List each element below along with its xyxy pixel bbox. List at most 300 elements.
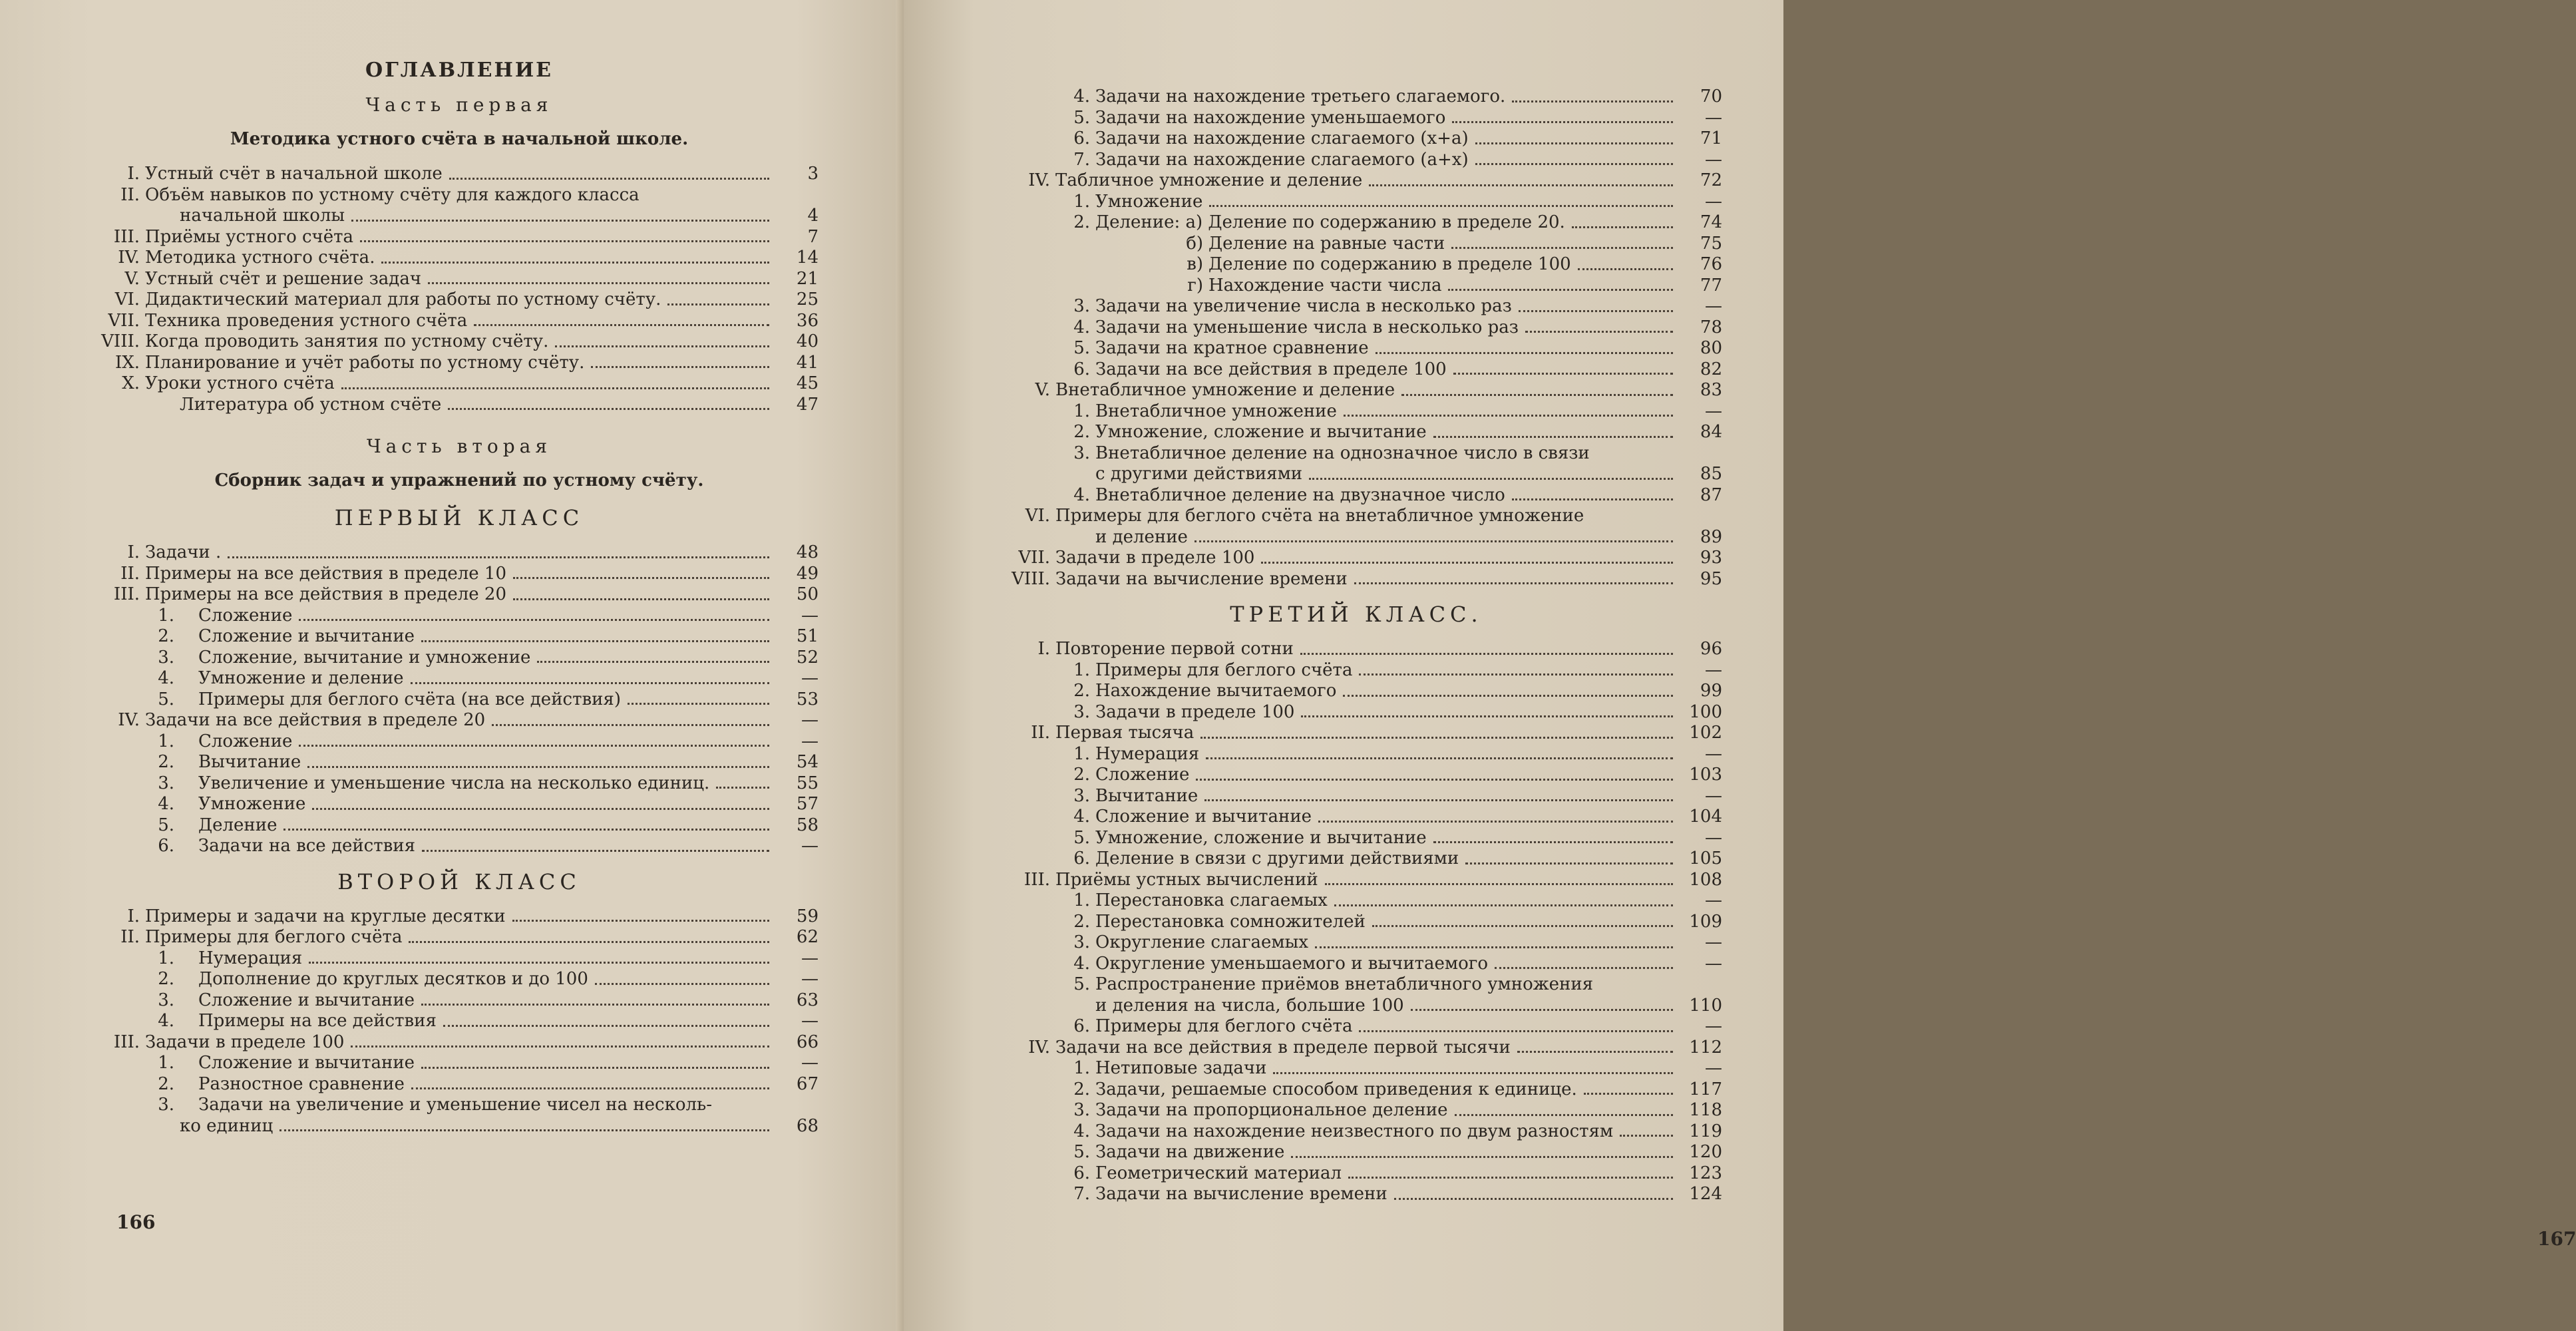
toc-entry-page: — bbox=[801, 836, 819, 856]
toc-entry-page: 57 bbox=[796, 794, 819, 814]
toc-entry bbox=[990, 234, 1722, 255]
toc-entry-title: Округление слагаемых bbox=[1095, 932, 1309, 952]
toc-entry bbox=[990, 108, 1722, 129]
toc-leader-dots bbox=[312, 808, 769, 810]
toc-leader-dots bbox=[1334, 904, 1673, 906]
toc-entry bbox=[990, 548, 1722, 569]
toc-entry-page: 89 bbox=[1700, 526, 1722, 547]
toc-entry-title: Задачи на увеличение и уменьшение чисел на несколь- bbox=[198, 1095, 712, 1115]
toc-entry-number: IV. bbox=[1028, 1037, 1050, 1057]
toc-leader-dots bbox=[1376, 352, 1673, 354]
toc-entry-page: 109 bbox=[1689, 911, 1722, 932]
toc-entry-title: Сложение и вычитание bbox=[198, 626, 415, 646]
toc-entry-title: Задачи на все действия в пределе первой тысячи bbox=[1055, 1037, 1511, 1057]
toc-entry bbox=[990, 276, 1722, 297]
toc-entry-number: III. bbox=[113, 1032, 140, 1052]
toc-entry-number: V. bbox=[124, 268, 140, 289]
toc-entry-title: Примеры для беглого счёта на внетабличное умножение bbox=[1055, 506, 1584, 526]
toc-entry-title: Приёмы устных вычислений bbox=[1055, 869, 1318, 890]
toc-entry-page: 102 bbox=[1689, 723, 1722, 743]
toc-entry-page: 50 bbox=[796, 584, 819, 604]
part1-heading: Часть первая bbox=[365, 94, 553, 116]
toc-leader-dots bbox=[309, 962, 769, 964]
toc-entry-page: 123 bbox=[1689, 1163, 1722, 1183]
toc-entry-title: Сложение bbox=[1095, 765, 1190, 785]
toc-entry-number: 1. bbox=[1073, 401, 1090, 421]
toc-entry bbox=[990, 1121, 1722, 1143]
class1-heading: ПЕРВЫЙ КЛАСС bbox=[334, 505, 584, 530]
toc-entry-page: 51 bbox=[796, 626, 819, 646]
toc-entry-page: — bbox=[1705, 932, 1722, 952]
toc-entry bbox=[990, 1038, 1722, 1059]
toc-entry-number: 5. bbox=[1073, 827, 1090, 848]
right-toc bbox=[990, 87, 1722, 1205]
toc-entry-page: 108 bbox=[1689, 869, 1722, 890]
toc-leader-dots bbox=[1318, 821, 1673, 823]
toc-entry bbox=[990, 828, 1722, 849]
toc-entry-title: Задачи на уменьшение числа в несколько раз bbox=[1095, 317, 1519, 337]
toc-entry-number: 3. bbox=[1073, 1100, 1090, 1120]
part1-title: Методика устного счёта в начальной школе. bbox=[230, 129, 689, 149]
toc-entry bbox=[990, 150, 1722, 171]
toc-entry-title: Планирование и учёт работы по устному счёту. bbox=[145, 352, 585, 373]
toc-entry bbox=[100, 395, 819, 416]
toc-entry-number: 4. bbox=[1073, 317, 1090, 337]
toc-entry-page: 68 bbox=[796, 1115, 819, 1136]
toc-entry-number: VII. bbox=[1018, 548, 1050, 568]
toc-entry-page: 124 bbox=[1689, 1184, 1722, 1204]
toc-entry-page: 85 bbox=[1700, 464, 1722, 484]
toc-entry bbox=[100, 1074, 819, 1095]
toc-leader-dots bbox=[351, 1046, 769, 1047]
toc-entry bbox=[100, 990, 819, 1012]
toc-entry bbox=[990, 464, 1722, 485]
toc-entry bbox=[100, 689, 819, 711]
toc-entry-number: 1. bbox=[1073, 743, 1090, 764]
toc-entry-page: — bbox=[801, 1053, 819, 1073]
toc-entry bbox=[100, 542, 819, 564]
toc-entry-title: Методика устного счёта. bbox=[145, 248, 375, 268]
toc-leader-dots bbox=[512, 920, 769, 922]
toc-entry bbox=[100, 794, 819, 815]
toc-entry-title: Примеры для беглого счёта bbox=[1095, 1016, 1353, 1036]
toc-entry-number: 4. bbox=[158, 794, 174, 814]
toc-leader-dots bbox=[1572, 226, 1673, 228]
toc-entry-page: 66 bbox=[796, 1032, 819, 1052]
toc-entry bbox=[100, 164, 819, 185]
toc-entry-number: 1. bbox=[1073, 890, 1090, 910]
toc-entry-number: 3. bbox=[158, 1095, 174, 1115]
left-page bbox=[0, 0, 904, 1331]
toc-entry-page: 53 bbox=[796, 689, 819, 709]
toc-leader-dots bbox=[537, 661, 769, 663]
toc-entry-title: Умножение bbox=[198, 794, 306, 814]
toc-entry-page: — bbox=[801, 1011, 819, 1031]
toc-leader-dots bbox=[1291, 1156, 1673, 1158]
toc-entry-title: Когда проводить занятия по устному счёту. bbox=[145, 331, 549, 351]
toc-entry bbox=[990, 765, 1722, 786]
toc-entry-title: Задачи на нахождение слагаемого (x+a) bbox=[1095, 128, 1469, 148]
toc-leader-dots bbox=[360, 240, 769, 242]
toc-leader-dots bbox=[421, 1004, 769, 1006]
toc-entry-number: IV. bbox=[1028, 170, 1050, 190]
toc-entry-number: 2. bbox=[158, 752, 174, 772]
toc-entry-number: 4. bbox=[1073, 1121, 1090, 1141]
toc-entry-title: Задачи на нахождение неизвестного по двум разностям bbox=[1095, 1121, 1614, 1141]
toc-entry bbox=[100, 836, 819, 857]
toc-entry bbox=[100, 206, 819, 227]
toc-entry bbox=[990, 254, 1722, 276]
toc-entry-page: 80 bbox=[1700, 338, 1722, 358]
toc-leader-dots bbox=[299, 619, 769, 621]
class2-list bbox=[100, 906, 819, 1137]
toc-leader-dots bbox=[1301, 715, 1673, 717]
toc-leader-dots bbox=[595, 983, 769, 985]
toc-entry-title: Сложение bbox=[198, 605, 293, 626]
toc-entry-number: 5. bbox=[1073, 107, 1090, 128]
toc-entry-page: 75 bbox=[1700, 233, 1722, 254]
toc-entry bbox=[100, 1095, 819, 1116]
toc-entry bbox=[100, 606, 819, 627]
toc-entry-title: Нумерация bbox=[198, 948, 303, 968]
toc-leader-dots bbox=[591, 366, 769, 368]
toc-leader-dots bbox=[1525, 331, 1673, 333]
toc-leader-dots bbox=[1348, 1177, 1673, 1179]
toc-entry-number: 5. bbox=[158, 689, 174, 709]
toc-leader-dots bbox=[1448, 289, 1673, 291]
toc-entry-title: Задачи на все действия в пределе 20 bbox=[145, 710, 486, 730]
toc-entry-number: 4. bbox=[1073, 87, 1090, 106]
toc-leader-dots bbox=[1455, 1114, 1673, 1116]
right-page bbox=[904, 0, 2576, 1331]
toc-entry-title: Внетабличное деление на однозначное число в связи bbox=[1095, 443, 1590, 463]
toc-leader-dots bbox=[474, 324, 769, 326]
toc-entry-title: ко единиц bbox=[180, 1115, 274, 1136]
toc-entry-title: Приёмы устного счёта bbox=[145, 226, 354, 247]
toc-entry-page: 41 bbox=[796, 352, 819, 373]
toc-entry bbox=[990, 506, 1722, 527]
toc-entry bbox=[100, 373, 819, 395]
toc-entry-title: и деления на числа, большие 100 bbox=[1095, 995, 1404, 1016]
toc-entry-number: 5. bbox=[1073, 338, 1090, 358]
toc-entry-title: Задачи в пределе 100 bbox=[145, 1032, 345, 1052]
toc-entry bbox=[990, 212, 1722, 234]
toc-entry-title: Повторение первой сотни bbox=[1055, 639, 1294, 659]
toc-entry-title: Внетабличное деление на двузначное число bbox=[1095, 484, 1505, 505]
toc-leader-dots bbox=[411, 1087, 769, 1089]
toc-entry bbox=[990, 639, 1722, 660]
toc-entry bbox=[100, 773, 819, 795]
toc-entry-number: IX. bbox=[114, 352, 140, 373]
toc-entry bbox=[990, 380, 1722, 401]
toc-entry-number: 3. bbox=[158, 990, 174, 1010]
toc-leader-dots bbox=[1452, 121, 1673, 123]
toc-entry bbox=[990, 744, 1722, 765]
toc-entry bbox=[100, 248, 819, 269]
toc-entry bbox=[990, 1142, 1722, 1163]
toc-entry-number: I. bbox=[1037, 639, 1050, 659]
toc-entry-number: 5. bbox=[158, 815, 174, 835]
toc-entry-page: — bbox=[1705, 660, 1722, 680]
toc-entry-number: 3. bbox=[1073, 296, 1090, 316]
toc-entry-title: Задачи на кратное сравнение bbox=[1095, 338, 1369, 358]
toc-entry bbox=[990, 485, 1722, 506]
toc-entry-page: 49 bbox=[796, 563, 819, 584]
toc-entry-title: Дидактический материал для работы по устному счёту. bbox=[145, 289, 661, 309]
toc-entry bbox=[990, 317, 1722, 339]
toc-entry bbox=[100, 1032, 819, 1053]
toc-entry bbox=[100, 227, 819, 248]
toc-leader-dots bbox=[1495, 967, 1673, 969]
toc-entry-page: 3 bbox=[807, 164, 819, 184]
left-toc bbox=[100, 59, 819, 1137]
toc-entry bbox=[100, 927, 819, 948]
toc-entry-number: 3. bbox=[1073, 785, 1090, 806]
toc-entry bbox=[990, 1100, 1722, 1121]
toc-entry bbox=[990, 807, 1722, 828]
toc-leader-dots bbox=[341, 387, 769, 389]
toc-entry-title: Увеличение и уменьшение числа на несколько единиц. bbox=[198, 773, 710, 793]
toc-entry-page: 4 bbox=[807, 206, 819, 226]
toc-leader-dots bbox=[351, 220, 769, 222]
toc-entry-title: Вычитание bbox=[198, 752, 301, 772]
toc-leader-dots bbox=[428, 282, 769, 284]
class3-heading: ТРЕТИЙ КЛАСС. bbox=[1230, 602, 1483, 627]
toc-entry-title: Нумерация bbox=[1095, 743, 1200, 764]
toc-entry bbox=[100, 564, 819, 585]
toc-entry-page: — bbox=[1705, 149, 1722, 170]
toc-entry-title: Устный счёт и решение задач bbox=[145, 268, 422, 289]
toc-entry-number: 6. bbox=[158, 836, 174, 856]
toc-entry-title: Задачи на нахождение уменьшаемого bbox=[1095, 107, 1446, 128]
toc-entry-number: 3. bbox=[1073, 701, 1090, 722]
toc-entry-title: Задачи, решаемые способом приведения к единице. bbox=[1095, 1079, 1577, 1099]
toc-entry-page: 95 bbox=[1700, 568, 1722, 589]
toc-entry-title: Техника проведения устного счёта bbox=[145, 310, 468, 331]
toc-entry-page: 76 bbox=[1700, 254, 1722, 274]
toc-entry-page: 93 bbox=[1700, 548, 1722, 568]
toc-entry-title: Умножение, сложение и вычитание bbox=[1095, 827, 1427, 848]
toc-entry-number: 1. bbox=[1073, 660, 1090, 680]
part2-heading: Часть вторая bbox=[366, 435, 552, 457]
toc-leader-dots bbox=[283, 829, 769, 831]
toc-entry-title: Деление на равные части bbox=[1208, 233, 1445, 254]
toc-entry-number: IV. bbox=[118, 710, 140, 730]
toc-entry-number: 1. bbox=[158, 731, 174, 751]
toc-entry-title: Примеры на все действия bbox=[198, 1011, 437, 1031]
toc-entry-title: Геометрический материал bbox=[1095, 1163, 1342, 1183]
toc-leader-dots bbox=[1300, 653, 1673, 655]
toc-entry-title: Разностное сравнение bbox=[198, 1073, 405, 1094]
toc-entry-page: — bbox=[1705, 296, 1722, 316]
toc-entry-page: 87 bbox=[1700, 484, 1722, 505]
toc-entry bbox=[100, 331, 819, 353]
toc-entry-number: 2. bbox=[158, 1073, 174, 1094]
toc-entry-number: X. bbox=[122, 373, 140, 393]
toc-leader-dots bbox=[421, 1067, 769, 1069]
toc-entry-number: III. bbox=[113, 226, 140, 247]
toc-entry-title: Вычитание bbox=[1095, 785, 1198, 806]
toc-entry-number: 3. bbox=[158, 773, 174, 793]
toc-leader-dots bbox=[307, 766, 769, 768]
toc-entry-title: Деление: а) Деление по содержанию в пределе 20. bbox=[1095, 212, 1565, 232]
toc-entry-page: — bbox=[1705, 1016, 1722, 1036]
toc-entry-title: Первая тысяча bbox=[1055, 723, 1195, 743]
toc-entry bbox=[100, 752, 819, 773]
toc-leader-dots bbox=[1359, 673, 1673, 675]
toc-entry-title: Сложение bbox=[198, 731, 293, 751]
toc-entry-title: Умножение bbox=[1095, 191, 1203, 212]
toc-entry-page: 100 bbox=[1689, 701, 1722, 722]
toc-entry-title: Деление bbox=[198, 815, 277, 835]
toc-entry bbox=[100, 710, 819, 731]
toc-entry-title: Умножение и деление bbox=[198, 668, 404, 688]
toc-leader-dots bbox=[1196, 779, 1673, 781]
toc-entry-page: — bbox=[801, 948, 819, 968]
toc-entry-page: 21 bbox=[796, 268, 819, 289]
toc-leader-dots bbox=[1453, 373, 1673, 375]
toc-entry-page: 104 bbox=[1689, 807, 1722, 827]
toc-entry bbox=[100, 353, 819, 374]
toc-leader-dots bbox=[1273, 1072, 1673, 1074]
toc-entry-page: 58 bbox=[796, 815, 819, 835]
toc-entry bbox=[990, 681, 1722, 702]
toc-entry bbox=[100, 185, 819, 206]
toc-entry-title: Задачи на все действия bbox=[198, 836, 415, 856]
toc-entry-page: 25 bbox=[796, 289, 819, 309]
toc-leader-dots bbox=[443, 1025, 769, 1027]
toc-entry-title: Задачи на нахождение слагаемого (a+x) bbox=[1095, 149, 1469, 170]
toc-leader-dots bbox=[1465, 862, 1673, 864]
toc-leader-dots bbox=[449, 178, 769, 180]
toc-entry-title: Перестановка сомножителей bbox=[1095, 911, 1366, 932]
page-number-right: 167 bbox=[2537, 1228, 2576, 1250]
toc-entry-title: Примеры на все действия в пределе 20 bbox=[145, 584, 507, 604]
toc-leader-dots bbox=[1517, 1051, 1673, 1053]
toc-entry-title: Задачи на нахождение третьего слагаемого. bbox=[1095, 87, 1506, 106]
toc-leader-dots bbox=[299, 745, 769, 747]
toc-entry-title: Табличное умножение и деление bbox=[1055, 170, 1363, 190]
toc-entry bbox=[990, 569, 1722, 590]
toc-entry bbox=[990, 401, 1722, 423]
toc-entry bbox=[990, 296, 1722, 317]
toc-entry-title: Деление по содержанию в пределе 100 bbox=[1208, 254, 1571, 274]
toc-leader-dots bbox=[1372, 925, 1673, 927]
toc-entry-number: б) bbox=[1186, 233, 1203, 254]
toc-leader-dots bbox=[1401, 394, 1673, 396]
toc-entry-number: 3. bbox=[1073, 443, 1090, 463]
toc-entry-title: Перестановка слагаемых bbox=[1095, 890, 1328, 910]
toc-leader-dots bbox=[1475, 163, 1673, 165]
toc-entry bbox=[990, 870, 1722, 891]
toc-leader-dots bbox=[381, 262, 769, 264]
class1-list bbox=[100, 542, 819, 857]
toc-leader-dots bbox=[1433, 841, 1673, 843]
toc-leader-dots bbox=[279, 1129, 769, 1131]
toc-entry-number: II. bbox=[120, 927, 140, 947]
toc-entry-page: 52 bbox=[796, 647, 819, 667]
toc-leader-dots bbox=[409, 941, 769, 943]
toc-entry-number: 7. bbox=[1073, 1184, 1090, 1204]
toc-leader-dots bbox=[1315, 946, 1673, 948]
toc-entry-page: 103 bbox=[1689, 765, 1722, 785]
toc-entry-number: 6. bbox=[1073, 359, 1090, 379]
toc-entry bbox=[990, 849, 1722, 870]
toc-heading: ОГЛАВЛЕНИЕ bbox=[365, 59, 554, 82]
toc-entry-title: Примеры для беглого счёта bbox=[145, 927, 403, 947]
toc-entry-number: 2. bbox=[1073, 1079, 1090, 1099]
toc-entry bbox=[100, 648, 819, 669]
toc-leader-dots bbox=[411, 682, 769, 684]
toc-entry bbox=[100, 815, 819, 837]
toc-entry-page: 110 bbox=[1689, 995, 1722, 1016]
toc-entry-number: V. bbox=[1035, 380, 1050, 400]
toc-entry-page: — bbox=[1705, 107, 1722, 128]
toc-entry bbox=[990, 1058, 1722, 1079]
toc-entry-page: — bbox=[1705, 785, 1722, 806]
toc-entry bbox=[100, 948, 819, 970]
toc-entry-number: 2. bbox=[1073, 765, 1090, 785]
toc-entry-number: 2. bbox=[158, 969, 174, 989]
toc-leader-dots bbox=[1584, 1093, 1673, 1095]
toc-entry bbox=[100, 584, 819, 606]
toc-leader-dots bbox=[1411, 1009, 1673, 1011]
toc-leader-dots bbox=[422, 850, 769, 852]
toc-entry-page: — bbox=[1705, 401, 1722, 421]
toc-entry-number: 1. bbox=[158, 1053, 174, 1073]
toc-entry bbox=[990, 527, 1722, 548]
toc-entry bbox=[990, 974, 1722, 996]
toc-entry-page: 77 bbox=[1700, 275, 1722, 295]
toc-entry-number: VII. bbox=[108, 310, 140, 331]
toc-entry-title: Примеры на все действия в пределе 10 bbox=[145, 563, 507, 584]
toc-leader-dots bbox=[1475, 142, 1673, 144]
toc-leader-dots bbox=[1519, 310, 1673, 312]
toc-leader-dots bbox=[1451, 247, 1673, 249]
toc-entry-title: Примеры для беглого счёта (на все действия) bbox=[198, 689, 621, 709]
toc-entry bbox=[100, 626, 819, 648]
toc-entry-page: 112 bbox=[1689, 1037, 1722, 1057]
toc-entry-page: 82 bbox=[1700, 359, 1722, 379]
toc-entry-page: 59 bbox=[796, 906, 819, 926]
toc-leader-dots bbox=[228, 556, 769, 558]
toc-entry-title: Задачи в пределе 100 bbox=[1095, 701, 1295, 722]
toc-entry-title: Внетабличное умножение bbox=[1095, 401, 1337, 421]
toc-leader-dots bbox=[1512, 498, 1673, 500]
toc-entry-title: Нахождение вычитаемого bbox=[1095, 681, 1337, 701]
toc-entry-title: Сложение и вычитание bbox=[198, 990, 415, 1010]
toc-leader-dots bbox=[448, 408, 769, 410]
toc-leader-dots bbox=[1578, 268, 1673, 270]
toc-entry-number: 6. bbox=[1073, 128, 1090, 148]
toc-leader-dots bbox=[555, 345, 769, 347]
toc-entry-title: Задачи на движение bbox=[1095, 1142, 1285, 1162]
toc-entry bbox=[100, 1053, 819, 1074]
part1-list bbox=[100, 164, 819, 415]
toc-entry-title: Сложение и вычитание bbox=[1095, 807, 1312, 827]
class3-list bbox=[990, 639, 1722, 1205]
toc-entry-title: Задачи . bbox=[145, 542, 222, 562]
toc-entry-page: 84 bbox=[1700, 422, 1722, 442]
toc-leader-dots bbox=[1512, 100, 1673, 102]
toc-entry-number: I. bbox=[127, 164, 140, 184]
toc-leader-dots bbox=[1620, 1135, 1673, 1137]
toc-entry-number: 1. bbox=[158, 948, 174, 968]
toc-entry-number: III. bbox=[1023, 869, 1050, 890]
toc-entry-page: 45 bbox=[796, 373, 819, 393]
toc-entry-page: — bbox=[1705, 1058, 1722, 1078]
toc-entry-number: 2. bbox=[1073, 422, 1090, 442]
